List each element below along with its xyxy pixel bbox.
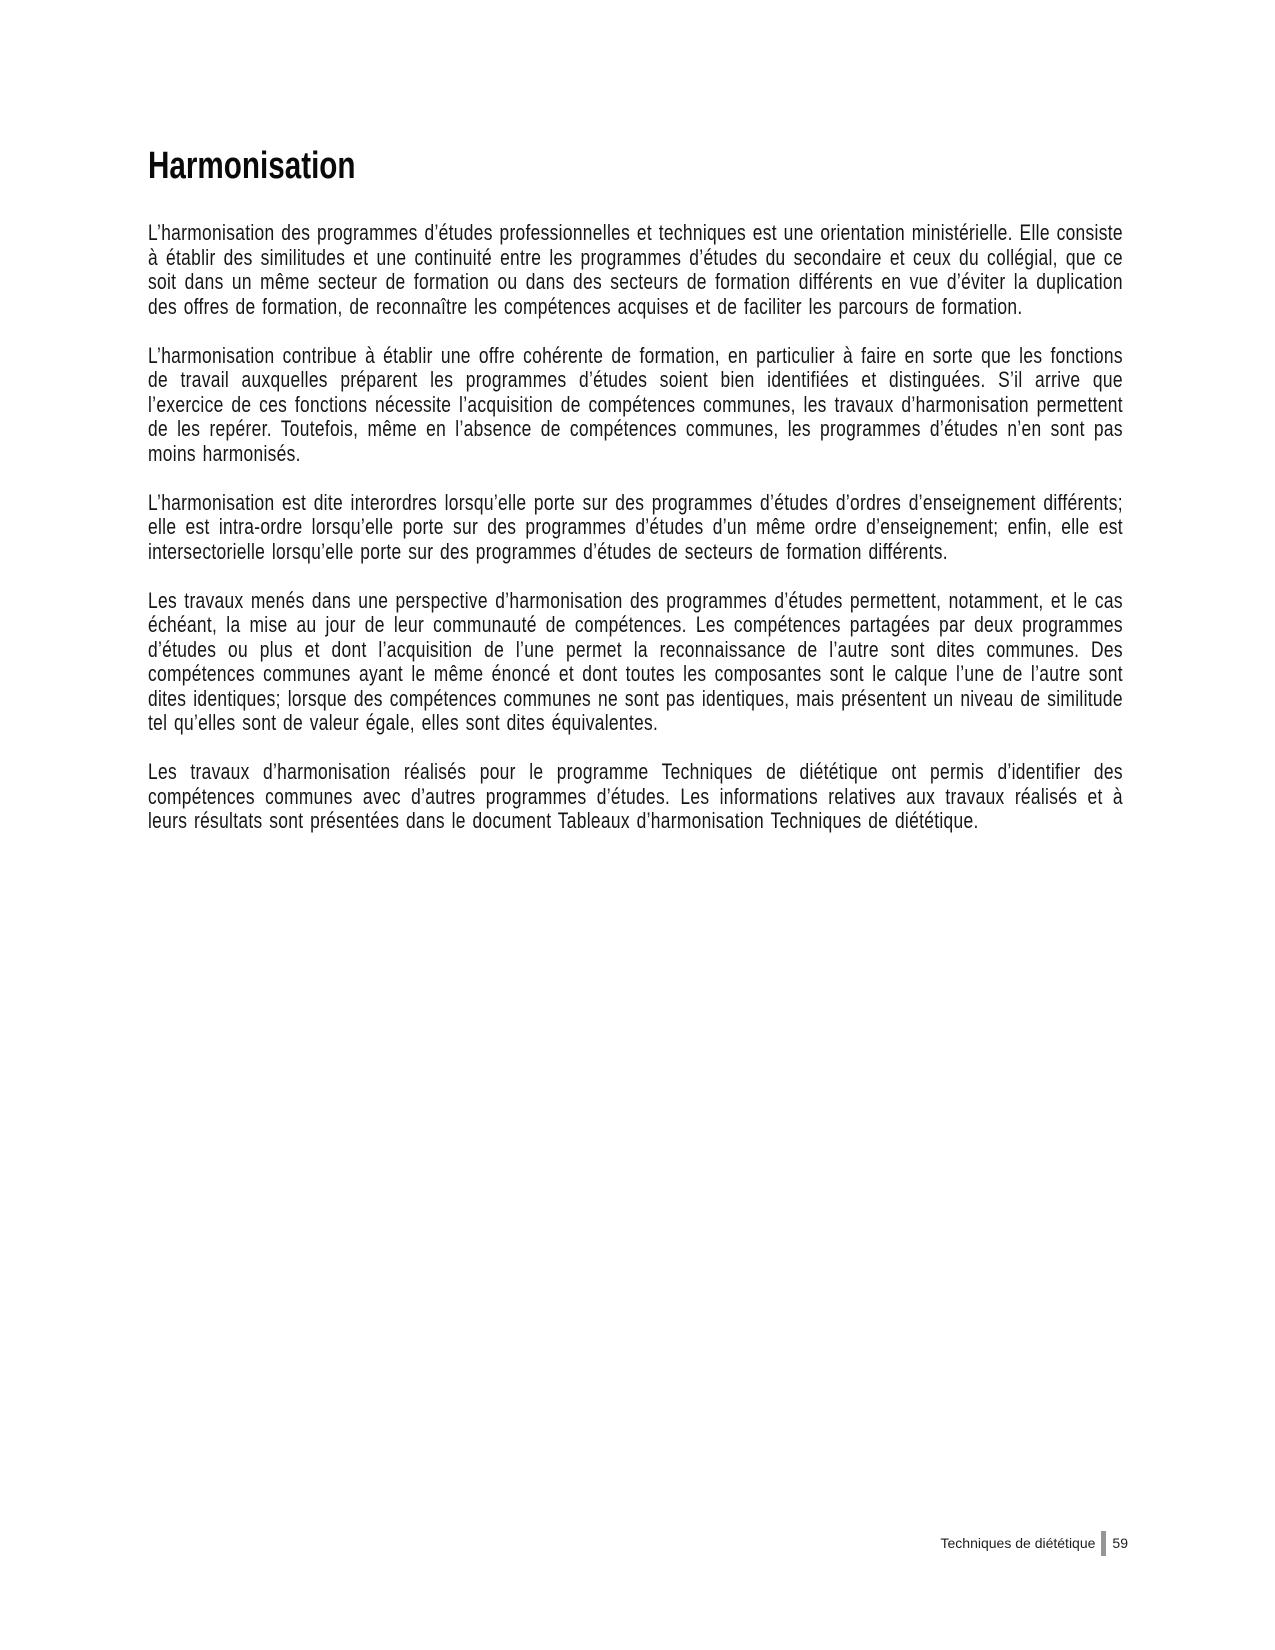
page-footer xyxy=(941,1531,1128,1556)
paragraph-harmonisation-intro: L’harmonisation des programmes d’études professionnelles et techniques est une orientation ministérielle. Elle consiste à établir des similitudes et une continuité entre les programmes d’études du secondaire et ceux du collégial, que ce soit dans un même secteur de formation ou dans des secteurs de formation différents en vue d’éviter la duplication des offres de formation, de reconnaître les compétences acquises et de faciliter les parcours de formation. xyxy=(148,220,1123,319)
body-text xyxy=(148,221,1123,858)
paragraph-types-harmonisation: L’harmonisation est dite interordres lorsqu’elle porte sur des programmes d’études d’ordres d’enseignement différents; elle est intra-ordre lorsqu’elle porte sur des programmes d’études d’un même ordre d’enseignement; enfin, elle est intersectorielle lorsqu’elle porte sur des programmes d’études de secteurs de formation différents. xyxy=(148,489,1123,564)
paragraph-offre-coherente: L’harmonisation contribue à établir une offre cohérente de formation, en particulier à faire en sorte que les fonctions de travail auxquelles préparent les programmes d’études soient bien identifiées et distinguées. S’il arrive que l’exercice de ces fonctions nécessite l’acquisition de compétences communes, les travaux d’harmonisation permettent de les repérer. Toutefois, même en l’absence de compétences communes, les programmes d’études n’en sont pas moins harmonisés. xyxy=(148,342,1123,466)
paragraph-competences-communes: Les travaux menés dans une perspective d’harmonisation des programmes d’études permettent, notamment, et le cas échéant, la mise au jour de leur communauté de compétences. Les compétences partagées par deux programmes d’études ou plus et dont l’acquisition de l’une permet la reconnaissance de l’autre sont dites communes. Des compétences communes ayant le même énoncé et dont toutes les composantes sont le calque l’une de l’autre sont dites identiques; lorsque des compétences communes ne sont pas identiques, mais présentent un niveau de similitude tel qu’elles sont de valeur égale, elles sont dites équivalentes. xyxy=(148,587,1123,735)
paragraph-travaux-realises: Les travaux d’harmonisation réalisés pour le programme Techniques de diététique ont permis d’identifier des compétences communes avec d’autres programmes d’études. Les informations relatives aux travaux réalisés et à leurs résultats sont présentées dans le document Tableaux d’harmonisation Techniques de diététique. xyxy=(148,759,1123,833)
footer-divider-bar xyxy=(1101,1531,1106,1556)
footer-page-number: 59 xyxy=(1112,1535,1128,1551)
footer-program-label: Techniques de diététique xyxy=(940,1535,1096,1551)
page-title: Harmonisation xyxy=(148,145,356,187)
